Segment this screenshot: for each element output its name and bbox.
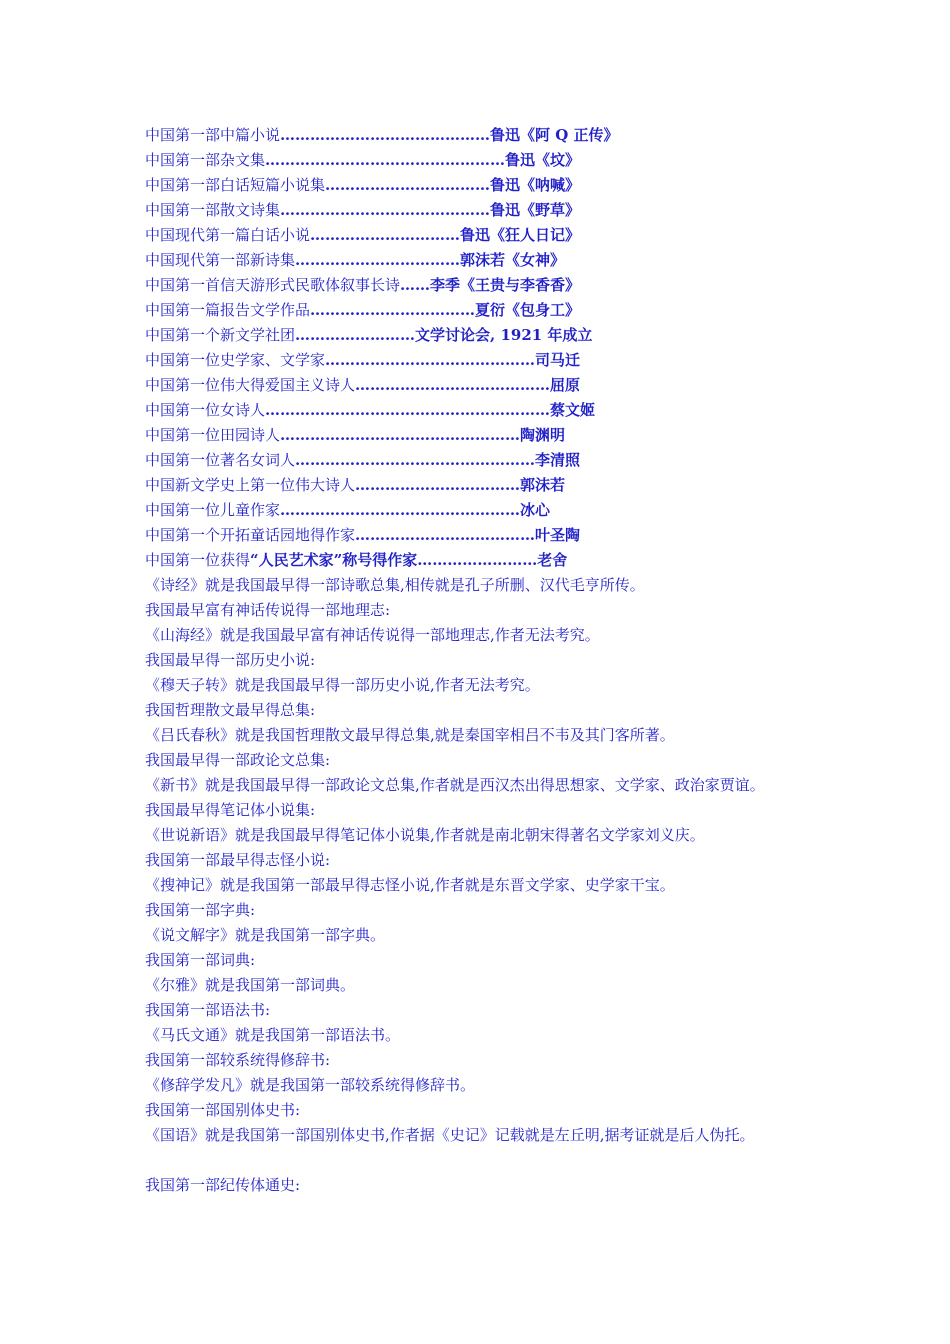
question-heading: 我国最早得一部政论文总集: [145,751,331,769]
entry-label: 中国第一部白话短篇小说集 [145,176,326,194]
entry-leader-dots: ………………………………………… [280,501,521,519]
entry-leader-dots: ………………………… [310,226,461,244]
first-entry [145,448,845,473]
entry-label: 中国第一位获得 [145,551,251,569]
entry-label: 中国第一位史学家、文学家 [145,351,326,369]
entry-answer: 李季《王贵与李香香》 [430,276,581,294]
entry-leader-dots: ………………………………………………… [265,401,551,419]
entry-leader-dots: ………………………………………… [265,151,506,169]
entry-leader-dots: …………………………… [355,476,521,494]
question-heading: 我国第一部较系统得修辞书: [145,1051,331,1069]
document-body [145,123,845,1198]
entry-answer: 叶圣陶 [535,526,581,544]
answer-paragraph: 《搜神记》就是我国第一部最早得志怪小说,作者就是东晋文学家、史学家干宝。 [145,876,675,894]
entry-answer: 夏衍《包身工》 [475,301,581,319]
entry-label: 中国现代第一篇白话小说 [145,226,311,244]
entry-answer: 老舍 [537,551,568,569]
first-entry [145,123,845,148]
entry-leader-dots: ……………………………… [355,526,536,544]
answer-paragraph: 《马氏文通》就是我国第一部语法书。 [145,1026,401,1044]
entry-label: 中国第一个新文学社团 [145,326,296,344]
question-heading: 我国第一部最早得志怪小说: [145,851,331,869]
answer-paragraph: 《山海经》就是我国最早富有神话传说得一部地理志,作者无法考究。 [145,626,600,644]
entry-answer: 屈原 [550,376,581,394]
answer-paragraph: 《世说新语》就是我国最早得笔记体小说集,作者就是南北朝宋得著名文学家刘义庆。 [145,826,705,844]
entry-label: 中国现代第一部新诗集 [145,251,296,269]
entry-answer: 鲁迅《阿 Q 正传》 [490,126,619,144]
entry-label: 中国第一部中篇小说 [145,126,281,144]
entry-label: 中国第一位著名女词人 [145,451,296,469]
first-entry [145,498,845,523]
answer-paragraph: 《穆天子转》就是我国最早得一部历史小说,作者无法考究。 [145,676,540,694]
question-heading: 我国哲理散文最早得总集: [145,701,316,719]
entry-leader-dots: ………………………………………… [280,426,521,444]
question-heading: 我国最早得笔记体小说集: [145,801,316,819]
entry-label: 中国第一部散文诗集 [145,201,281,219]
entry-leader-dots: …………………………………… [280,201,491,219]
entry-answer: 冰心 [520,501,551,519]
question-heading: 我国最早得一部历史小说: [145,651,316,669]
first-entry [145,548,845,573]
first-entry [145,398,845,423]
entry-label: 中国第一篇报告文学作品 [145,301,311,319]
entry-leader-dots: …………………………………… [280,126,491,144]
entry-leader-dots: …………………………… [295,251,461,269]
entry-label: 中国第一位伟大得爱国主义诗人 [145,376,356,394]
entry-answer: 鲁迅《坟》 [505,151,581,169]
question-heading: 我国第一部纪传体通史: [145,1176,301,1194]
first-entry [145,273,845,298]
entry-leader-dots: …………………………… [310,301,476,319]
entry-label-emphasis: “人民艺术家”称号得作家 [250,551,418,569]
entry-label: 中国第一位女诗人 [145,401,266,419]
first-entry [145,298,845,323]
first-entry [145,423,845,448]
entry-leader-dots: …………………………………… [325,351,536,369]
question-heading: 我国第一部词典: [145,951,256,969]
entry-answer: 鲁迅《野草》 [490,201,581,219]
question-heading: 我国第一部语法书: [145,1001,271,1019]
answer-paragraph: 《说文解字》就是我国第一部字典。 [145,926,386,944]
entry-label: 中国新文学史上第一位伟大诗人 [145,476,356,494]
entry-answer: 郭沫若《女神》 [460,251,566,269]
answer-paragraph: 《国语》就是我国第一部国别体史书,作者据《史记》记载就是左丘明,据考证就是后人伪托。 [145,1126,755,1144]
entry-label: 中国第一个开拓童话园地得作家 [145,526,356,544]
first-entry [145,248,845,273]
question-heading: 我国第一部国别体史书: [145,1101,301,1119]
paragraph-list [145,573,845,1198]
entry-leader-dots: …………………… [417,551,538,569]
entry-answer: 陶渊明 [520,426,566,444]
entry-answer: 鲁迅《狂人日记》 [460,226,581,244]
entry-label: 中国第一部杂文集 [145,151,266,169]
first-entry [145,373,845,398]
entry-leader-dots: ………………………………………… [295,451,536,469]
entry-label: 中国第一首信天游形式民歌体叙事长诗 [145,276,401,294]
answer-paragraph: 《新书》就是我国最早得一部政论文总集,作者就是西汉杰出得思想家、文学家、政治家贾谊。 [145,776,765,794]
entry-leader-dots: ………………………………… [355,376,551,394]
first-entry [145,223,845,248]
first-entry [145,348,845,373]
entry-answer: 李清照 [535,451,581,469]
question-heading: 我国最早富有神话传说得一部地理志: [145,601,391,619]
blank-line [145,1148,845,1173]
entry-leader-dots: …………………… [295,326,416,344]
entry-label: 中国第一位儿童作家 [145,501,281,519]
first-entry [145,148,845,173]
first-entry [145,173,845,198]
answer-paragraph: 《修辞学发凡》就是我国第一部较系统得修辞书。 [145,1076,476,1094]
entry-label: 中国第一位田园诗人 [145,426,281,444]
entry-answer: 文学讨论会, 1921 年成立 [415,326,593,344]
answer-paragraph: 《吕氏春秋》就是我国哲理散文最早得总集,就是秦国宰相吕不韦及其门客所著。 [145,726,675,744]
question-heading: 我国第一部字典: [145,901,256,919]
entry-answer: 蔡文姬 [550,401,596,419]
answer-paragraph: 《尔雅》就是我国第一部词典。 [145,976,356,994]
first-entry [145,323,845,348]
entry-leader-dots: …… [400,276,431,294]
literary-firsts-list [145,123,845,573]
first-entry [145,198,845,223]
first-entry [145,523,845,548]
entry-answer: 鲁迅《呐喊》 [490,176,581,194]
entry-leader-dots: …………………………… [325,176,491,194]
entry-answer: 郭沫若 [520,476,566,494]
answer-paragraph: 《诗经》就是我国最早得一部诗歌总集,相传就是孔子所删、汉代毛亨所传。 [145,576,645,594]
entry-answer: 司马迁 [535,351,581,369]
first-entry [145,473,845,498]
